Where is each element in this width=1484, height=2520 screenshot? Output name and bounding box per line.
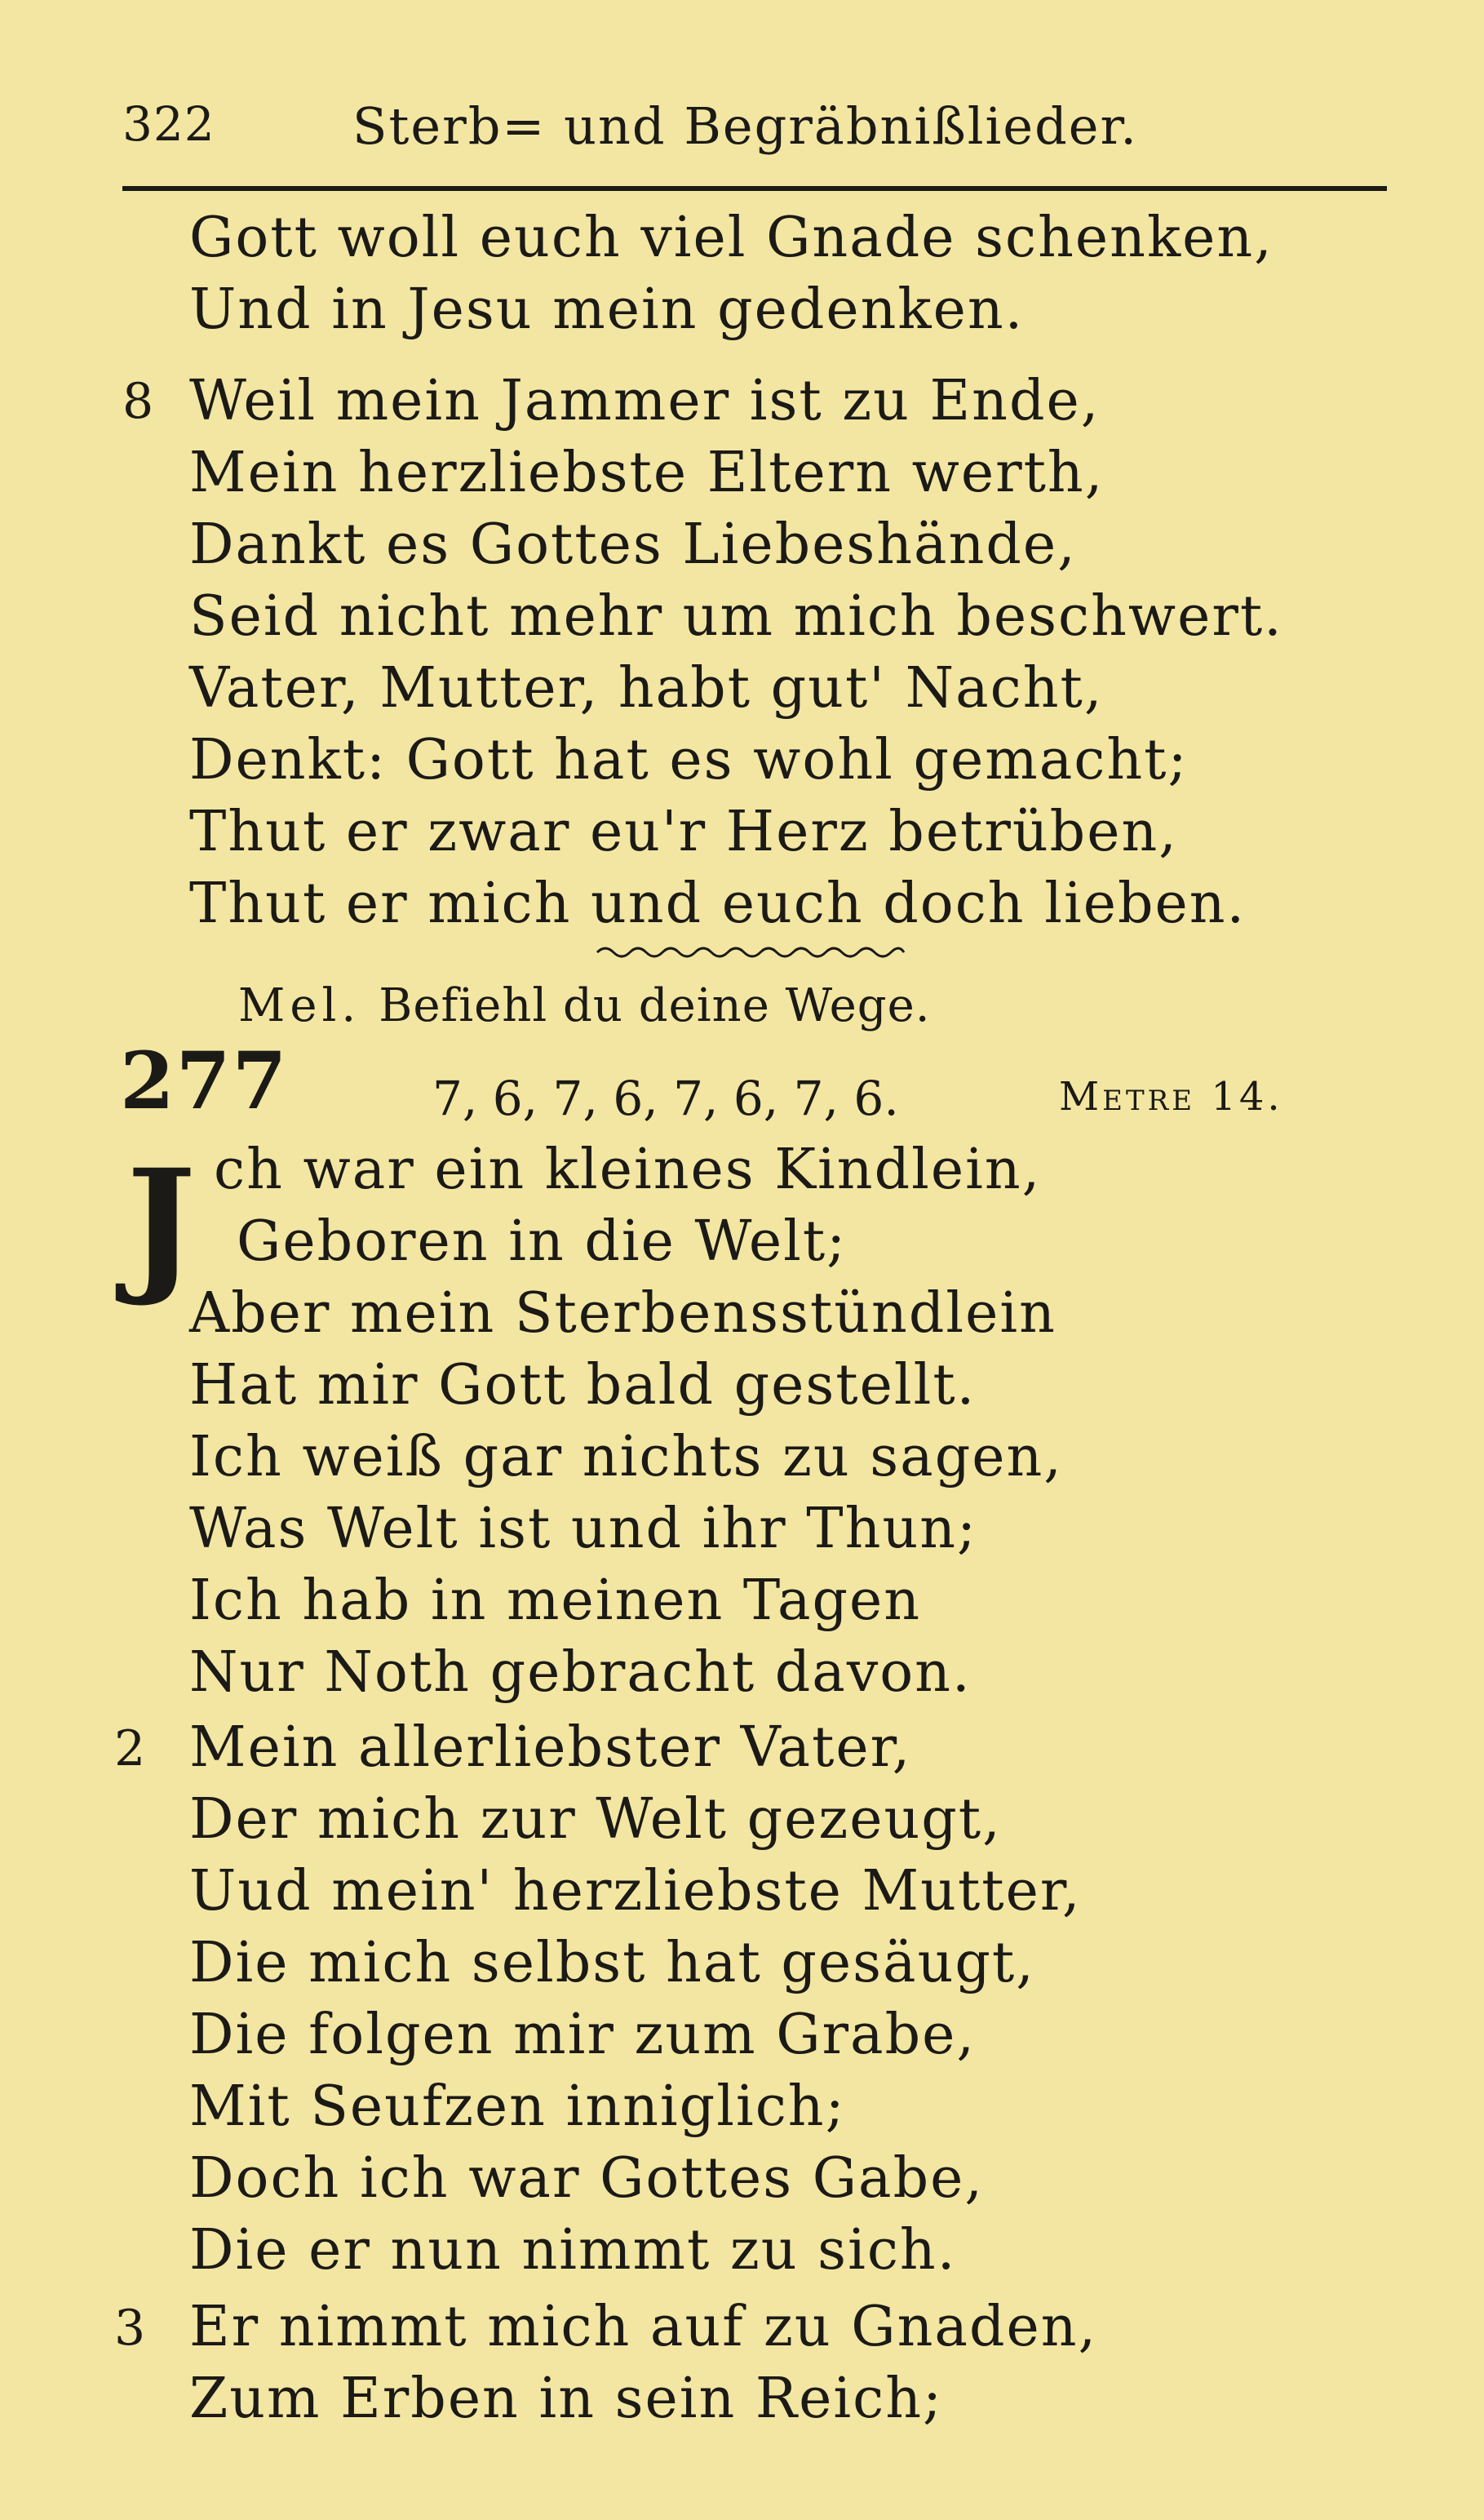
verse-number: 3 xyxy=(114,2300,146,2357)
melody-label: Mel. xyxy=(238,979,361,1032)
verse-line: Und in Jesu mein gedenken. xyxy=(189,277,1025,342)
verse-line: Was Welt ist und ihr Thun; xyxy=(189,1497,977,1561)
verse-line: Der mich zur Welt gezeugt, xyxy=(189,1787,1002,1852)
verse-line: Nur Noth gebracht davon. xyxy=(189,1640,972,1705)
verse-line: Seid nicht mehr um mich beschwert. xyxy=(189,584,1283,649)
meter-pattern: 7, 6, 7, 6, 7, 6, 7, 6. xyxy=(432,1071,899,1126)
wavy-divider-ornament xyxy=(596,943,906,962)
verse-line: Vater, Mutter, habt gut' Nacht, xyxy=(189,656,1104,721)
verse-line: Mit Seufzen inniglich; xyxy=(189,2074,846,2139)
verse-line: Ich hab in meinen Tagen xyxy=(189,1568,922,1633)
verse-line: Die mich selbst hat gesäugt, xyxy=(189,1931,1035,1995)
metre-label: Metre 14. xyxy=(1059,1074,1283,1120)
verse-line: Mein herzliebste Eltern werth, xyxy=(189,441,1105,505)
verse-line: Doch ich war Gottes Gabe, xyxy=(189,2146,984,2211)
verse-line: Geboren in die Welt; xyxy=(237,1209,848,1274)
verse-line: Uud mein' herzliebste Mutter, xyxy=(189,1859,1082,1923)
verse-number: 2 xyxy=(114,1720,146,1777)
drop-cap: J xyxy=(126,1138,197,1310)
page-header xyxy=(122,96,1395,170)
verse-line: Thut er zwar eu'r Herz betrüben, xyxy=(189,800,1178,864)
verse-line: Ich weiß gar nichts zu sagen, xyxy=(189,1425,1063,1489)
verse-line: Die folgen mir zum Grabe, xyxy=(189,2003,976,2067)
verse-line: Aber mein Sterbensstündlein xyxy=(189,1281,1057,1346)
page-number: 322 xyxy=(122,96,215,152)
verse-line: Weil mein Jammer ist zu Ende, xyxy=(189,369,1101,433)
verse-line: Die er nun nimmt zu sich. xyxy=(189,2218,957,2283)
verse-line: Gott woll euch viel Gnade schenken, xyxy=(189,206,1274,270)
verse-line: Dankt es Gottes Liebeshände, xyxy=(189,512,1077,577)
running-title: Sterb= und Begräbnißlieder. xyxy=(352,96,1138,156)
verse-line: Thut er mich und euch doch lieben. xyxy=(189,872,1247,936)
header-rule xyxy=(122,186,1387,191)
verse-line: Zum Erben in sein Reich; xyxy=(189,2367,943,2431)
verse-line: ch war ein kleines Kindlein, xyxy=(214,1138,1042,1202)
verse-line: Hat mir Gott bald gestellt. xyxy=(189,1353,977,1418)
verse-line: Denkt: Gott hat es wohl gemacht; xyxy=(189,728,1189,792)
verse-number: 8 xyxy=(122,373,154,430)
hymn-number: 277 xyxy=(120,1035,289,1127)
verse-line: Mein allerliebster Vater, xyxy=(189,1715,912,1780)
melody-tune: Befiehl du deine Wege. xyxy=(379,979,931,1032)
melody-line xyxy=(238,979,931,1032)
verse-line: Er nimmt mich auf zu Gnaden, xyxy=(189,2295,1098,2359)
